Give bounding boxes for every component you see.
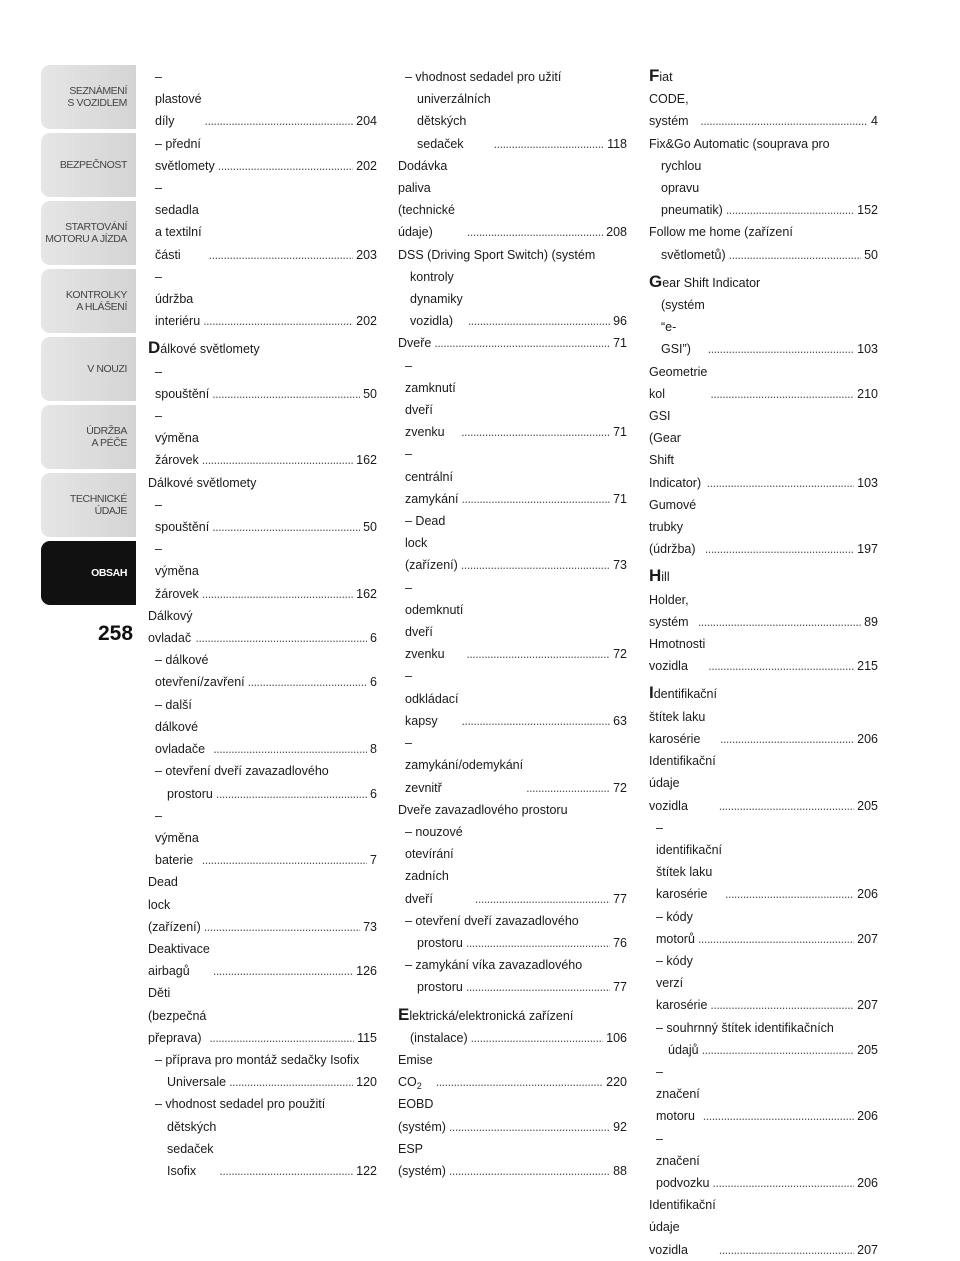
tab-technicke-udaje[interactable]: TECHNICKÉ ÚDAJE bbox=[41, 473, 136, 537]
index-entry: Dodávka paliva (technické údaje) ..... 208 bbox=[398, 155, 627, 244]
index-entry: Gear Shift Indicator bbox=[649, 271, 761, 291]
index-entry: Identifikační údaje vozidla ..... 205 bbox=[649, 750, 878, 817]
index-entry: Hill Holder, systém ..... 89 bbox=[649, 566, 878, 633]
index-entry: Dead lock (zařízení) ..... 73 bbox=[148, 871, 377, 938]
page-number: 258 bbox=[98, 622, 134, 645]
index-entry: – kódy motorů ..... 207 bbox=[649, 906, 878, 950]
index-entry: – centrální zamykání ..... 71 bbox=[398, 443, 627, 510]
tab-seznameni[interactable]: SEZNÁMENÍ S VOZIDLEM bbox=[41, 65, 136, 129]
index-column-2 bbox=[398, 66, 627, 1182]
section-sidebar bbox=[41, 65, 136, 609]
index-entry: Identifikační štítek laku karosérie ..... 206 bbox=[649, 683, 878, 750]
index-entry: Dveře ..... 71 bbox=[398, 332, 627, 354]
index-entry: – přední světlomety ..... 202 bbox=[148, 133, 377, 177]
index-entry: Dálkové světlomety bbox=[148, 338, 260, 358]
index-entry-continued: Universale ..... 120 bbox=[148, 1071, 377, 1093]
index-entry-continued: prostoru ..... 76 bbox=[398, 932, 627, 954]
index-entry-continued: dětských sedaček Isofix ..... 122 bbox=[148, 1116, 377, 1183]
index-entry: – příprava pro montáž sedačky Isofix bbox=[155, 1052, 360, 1067]
index-entry: – vhodnost sedadel pro použití bbox=[155, 1097, 326, 1112]
index-entry: – značení podvozku ..... 206 bbox=[649, 1128, 878, 1195]
section-letter: D bbox=[148, 338, 161, 358]
tab-kontrolky[interactable]: KONTROLKY A HLÁŠENÍ bbox=[41, 269, 136, 333]
index-entry: ESP (systém) ..... 88 bbox=[398, 1138, 627, 1182]
index-entry: Gumové trubky (údržba) ..... 197 bbox=[649, 494, 878, 561]
index-entry: – Dead lock (zařízení) ..... 73 bbox=[398, 510, 627, 577]
index-entry-continued: (instalace) ..... 106 bbox=[398, 1027, 627, 1049]
index-entry: Fix&Go Automatic (souprava pro bbox=[649, 136, 830, 151]
index-entry: – zamknutí dveří zvenku ..... 71 bbox=[398, 355, 627, 444]
tab-udrzba[interactable]: ÚDRŽBA A PÉČE bbox=[41, 405, 136, 469]
index-entry: – zamykání víka zavazadlového bbox=[405, 958, 583, 973]
index-entry: – zamykání/odemykání zevnitř ..... 72 bbox=[398, 732, 627, 799]
index-entry: Fiat CODE, systém ..... 4 bbox=[649, 66, 878, 133]
index-entry: – kódy verzí karosérie ..... 207 bbox=[649, 950, 878, 1017]
index-column-3 bbox=[649, 66, 878, 1261]
index-entry: Emise $CO_2$ ..... 220 bbox=[398, 1049, 627, 1093]
index-column-1 bbox=[148, 66, 377, 1182]
index-entry: – výměna žárovek ..... 162 bbox=[148, 405, 377, 472]
section-letter: F bbox=[649, 66, 660, 85]
index-entry-continued: údajů ..... 205 bbox=[649, 1039, 878, 1061]
index-entry-continued: (systém “e-GSI”) ..... 103 bbox=[649, 294, 878, 361]
index-entry-continued: světlometů) ..... 50 bbox=[649, 244, 878, 266]
index-entry: – výměna žárovek ..... 162 bbox=[148, 538, 377, 605]
index-entry: – výměna baterie ..... 7 bbox=[148, 805, 377, 872]
index-entry: – spouštění ..... 50 bbox=[148, 494, 377, 538]
section-letter: I bbox=[649, 683, 654, 703]
tab-startovani[interactable]: STARTOVÁNÍ MOTORU A JÍZDA bbox=[41, 201, 136, 265]
index-entry: – odemknutí dveří zvenku ..... 72 bbox=[398, 577, 627, 666]
index-entry: – údržba interiéru ..... 202 bbox=[148, 266, 377, 333]
index-entry: – značení motoru ..... 206 bbox=[649, 1061, 878, 1128]
index-entry: Dálkový ovladač ..... 6 bbox=[148, 605, 377, 649]
index-entry: Identifikační údaje vozidla ..... 207 bbox=[649, 1194, 878, 1261]
index-entry: – odkládací kapsy ..... 63 bbox=[398, 665, 627, 732]
index-entry: – identifikační štítek laku karosérie ..... 206 bbox=[649, 817, 878, 906]
index-entry: – souhrnný štítek identifikačních bbox=[656, 1020, 834, 1035]
index-entry: Deaktivace airbagů ..... 126 bbox=[148, 938, 377, 982]
index-entry: – plastové díly ..... 204 bbox=[148, 66, 377, 133]
section-letter: H bbox=[649, 566, 662, 586]
tab-obsah[interactable]: OBSAH bbox=[41, 541, 136, 605]
index-entry: – nouzové otevírání zadních dveří ..... 77 bbox=[398, 821, 627, 910]
index-entry: Dálkové světlomety bbox=[148, 475, 257, 490]
tab-v-nouzi[interactable]: V NOUZI bbox=[41, 337, 136, 401]
index-entry: Geometrie kol ..... 210 bbox=[649, 361, 878, 405]
index-entry: – sedadla a textilní části ..... 203 bbox=[148, 177, 377, 266]
index-entry: EOBD (systém) ..... 92 bbox=[398, 1093, 627, 1137]
index-entry: Děti (bezpečná přeprava) ..... 115 bbox=[148, 982, 377, 1049]
index-entry: DSS (Driving Sport Switch) (systém bbox=[398, 247, 596, 262]
index-entry: – dálkové otevření/zavření ..... 6 bbox=[148, 649, 377, 693]
index-entry: Hmotnosti vozidla ..... 215 bbox=[649, 633, 878, 677]
section-letter: G bbox=[649, 271, 663, 291]
index-entry: Elektrická/elektronická zařízení bbox=[398, 1004, 574, 1024]
index-entry: – další dálkové ovladače ..... 8 bbox=[148, 694, 377, 761]
index-entry-continued: rychlou opravu pneumatik) ..... 152 bbox=[649, 155, 878, 222]
index-entry: – otevření dveří zavazadlového bbox=[405, 913, 579, 928]
section-letter: E bbox=[398, 1004, 410, 1024]
index-entry: – spouštění ..... 50 bbox=[148, 361, 377, 405]
index-entry-continued: prostoru ..... 77 bbox=[398, 976, 627, 998]
index-entry: – vhodnost sedadel pro užití bbox=[405, 70, 562, 84]
tab-bezpecnost[interactable]: BEZPEČNOST bbox=[41, 133, 136, 197]
index-entry-continued: kontroly dynamiky vozidla) ..... 96 bbox=[398, 266, 627, 333]
index-entry: Follow me home (zařízení bbox=[649, 225, 793, 240]
index-entry-continued: univerzálních dětských sedaček ..... 118 bbox=[398, 88, 627, 155]
index-entry-continued: prostoru ..... 6 bbox=[148, 783, 377, 805]
index-entry: – otevření dveří zavazadlového bbox=[155, 764, 329, 779]
index-entry: Dveře zavazadlového prostoru bbox=[398, 802, 568, 817]
index-entry: GSI (Gear Shift Indicator) ..... 103 bbox=[649, 405, 878, 494]
